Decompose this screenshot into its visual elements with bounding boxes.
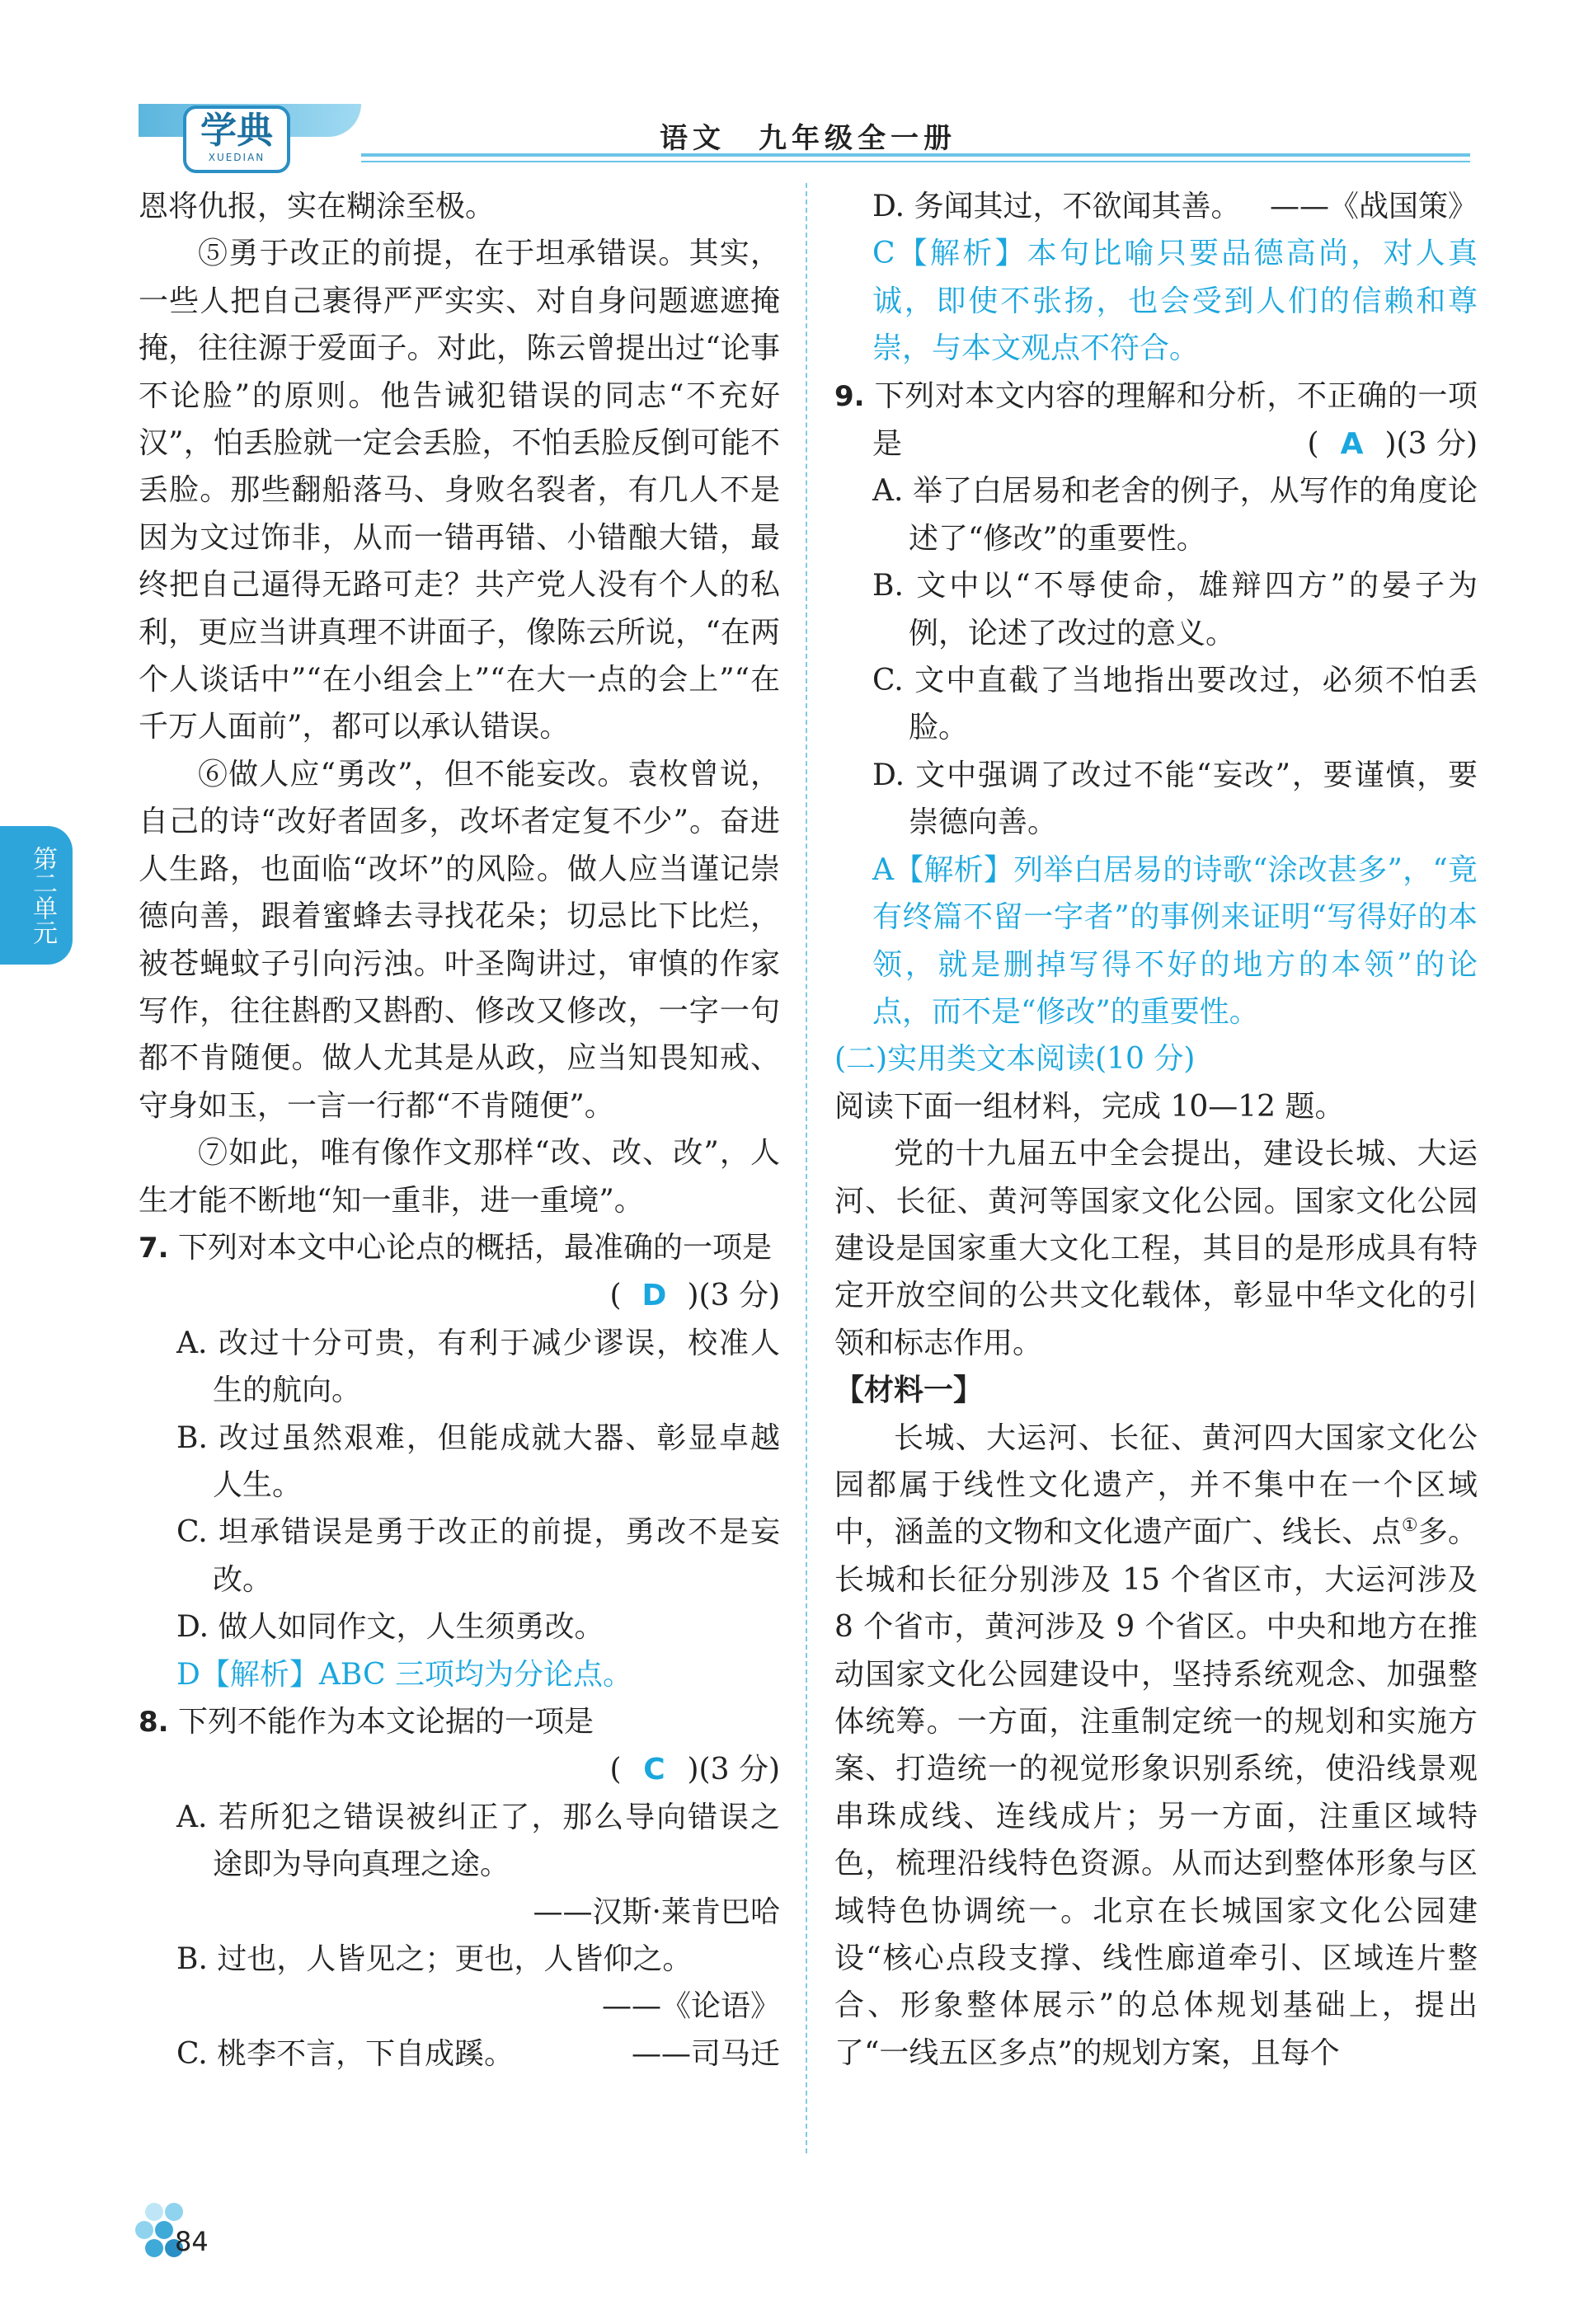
question-9-analysis-label: A【解析】 — [872, 852, 1014, 887]
question-8 — [139, 1698, 780, 1746]
question-8-option-b: B. 过也，人皆见之；更也，人皆仰之。 — [176, 1942, 693, 1977]
right-column — [834, 183, 1478, 2077]
question-7-option-b: B. 改过虽然艰难，但能成就大器、彰显卓越人生。 — [176, 1420, 780, 1502]
question-9-option-c: C. 文中直截了当地指出要改过，必须不怕丢脸。 — [872, 664, 1478, 745]
hex-dot — [145, 2239, 163, 2257]
paragraph-7: ⑦如此，唯有像作文那样“改、改、改”，人生才能不断地“知一重非，进一重境”。 — [139, 1136, 780, 1218]
brand-logo — [183, 106, 290, 173]
question-7-stem: 下列对本文中心论点的概括，最准确的一项是 — [178, 1230, 773, 1265]
section-heading: (二)实用类文本阅读(10 分) — [834, 1042, 1196, 1077]
header-rule-thin — [361, 161, 1470, 162]
question-7-answer-line: ( D )(3 分) — [139, 1272, 780, 1319]
hex-dot — [145, 2203, 163, 2221]
question-8-option-a-source: ——汉斯·莱肯巴哈 — [533, 1894, 780, 1929]
material-1-paragraph — [834, 1415, 1478, 2078]
question-8-option-c-source: ——司马迁 — [631, 2036, 780, 2071]
brand-name-en: XUEDIAN — [208, 152, 266, 163]
material-1-text-b: 多。长城和长征分别涉及 15 个省区市，大运河涉及 8 个省市，黄河涉及 9 个省区。中央和地方在推动国家文化公园建设中，坚持系统观念、加强整体统筹。一方面，注重制定统一的规划和实施方案、打造统一的视觉形象识别系统，使沿线景观串珠成线、连线成片；另一方面，注重区域特色，梳理沿线特色资源。从而达到整体形象与区域特色协调统一。北京在长城国家文化公园建设“核心点段支撑、线性廊道牵引、区域连片整合、形象整体展示”的总体规划基础上，提出了“一线五区多点”的规划方案，且每个 — [834, 1515, 1478, 2070]
question-9-analysis — [834, 847, 1478, 1036]
question-8-stem: 下列不能作为本文论据的一项是 — [178, 1705, 594, 1739]
intro-paragraph: 党的十九届五中全会提出，建设长城、大运河、长征、黄河等国家文化公园。国家文化公园建设是国家重大文化工程，其目的是形成具有特定开放空间的公共文化载体，彰显中华文化的引领和标志作用。 — [834, 1137, 1478, 1360]
hex-dot — [135, 2221, 153, 2239]
column-divider — [806, 183, 807, 2153]
question-9-option-a: A. 举了白居易和老舍的例子，从写作的角度论述了“修改”的重要性。 — [872, 474, 1478, 556]
question-8-number: 8. — [139, 1706, 169, 1739]
question-7-answer: D — [641, 1279, 667, 1313]
question-8-option-c-line — [139, 2031, 780, 2078]
question-9-option-b: B. 文中以“不辱使命，雄辩四方”的晏子为例，论述了改过的意义。 — [872, 569, 1478, 650]
page-number: 84 — [175, 2226, 209, 2257]
question-8-option-a: A. 若所犯之错误被纠正了，那么导向错误之途即为导向真理之途。 — [176, 1800, 780, 1882]
page-header — [0, 0, 1579, 173]
unit-side-tab: 第二单元 — [0, 826, 73, 965]
question-8-analysis-label: C【解析】 — [872, 237, 1027, 271]
question-7-analysis-label: D【解析】 — [176, 1657, 319, 1692]
question-8-option-d-line — [834, 183, 1478, 230]
question-8-score: (3 分) — [698, 1753, 780, 1787]
left-column — [139, 183, 780, 2078]
brand-name-cn: 学典 — [200, 110, 273, 152]
question-9-option-d: D. 文中强调了改过不能“妄改”，要谨慎，要崇德向善。 — [872, 758, 1478, 840]
question-8-option-d: D. 务闻其过，不欲闻其善。 — [872, 190, 1241, 223]
hex-dot — [165, 2203, 183, 2221]
question-8-option-d-source: ——《战国策》 — [1269, 190, 1478, 223]
running-title: 语文 九年级全一册 — [660, 122, 956, 155]
hex-dot — [155, 2221, 173, 2239]
footnote-mark: ① — [1401, 1515, 1418, 1537]
question-7-analysis-text: ABC 三项均为分论点。 — [318, 1657, 632, 1692]
question-9-stem: 下列对本文内容的理解和分析，不正确的一项是 — [872, 378, 1478, 462]
question-7-number: 7. — [139, 1231, 169, 1265]
paragraph-6: ⑥做人应“勇改”，但不能妄改。袁枚曾说，自己的诗“改好者固多，改坏者定复不少”。奋进人生路，也面临“改坏”的风险。做人应当谨记崇德向善，跟着蜜蜂去寻找花朵；切忌比下比烂，被苍蝇蚊子引向污浊。叶圣陶讲过，审慎的作家写作，往往斟酌又斟酌、修改又修改，一字一句都不肯随便。做人尤其是从政，应当知畏知戒、守身如玉，一言一行都“不肯随便”。 — [139, 757, 780, 1123]
material-1-label: 【材料一】 — [834, 1373, 984, 1408]
question-8-analysis-text: 本句比喻只要品德高尚，对人真诚，即使不张扬，也会受到人们的信赖和尊崇，与本文观点不符合。 — [872, 237, 1478, 366]
question-8-answer: C — [643, 1753, 665, 1787]
question-7-score: (3 分) — [698, 1279, 780, 1313]
question-8-option-c: C. 桃李不言，下自成蹊。 — [176, 2036, 515, 2071]
question-7 — [139, 1224, 780, 1272]
paragraph-5: ⑤勇于改正的前提，在于坦承错误。其实，一些人把自己裹得严严实实、对自身问题遮遮掩掩，往往源于爱面子。对此，陈云曾提出过“论事不论脸”的原则。他告诫犯错误的同志“不充好汉”，怕丢脸就一定会丢脸，不怕丢脸反倒可能不丢脸。那些翻船落马、身败名裂者，有几人不是因为文过饰非，从而一错再错、小错酿大错，最终把自己逼得无路可走？共产党人没有个人的私利，更应当讲真理不讲面子，像陈云所说，“在两个人谈话中”“在小组会上”“在大一点的会上”“在千万人面前”，都可以承认错误。 — [139, 237, 780, 744]
question-9-answer: A — [1340, 427, 1364, 462]
question-7-option-c: C. 坦承错误是勇于改正的前提，勇改不是妄改。 — [176, 1515, 780, 1597]
question-7-option-a: A. 改过十分可贵，有利于减少谬误，校准人生的航向。 — [176, 1326, 780, 1408]
question-7-option-d: D. 做人如同作文，人生须勇改。 — [176, 1610, 604, 1645]
question-9-answer-line: ( A )(3 分) — [834, 420, 1478, 467]
question-8-answer-line: ( C )(3 分) — [139, 1746, 780, 1793]
question-9-analysis-text: 列举白居易的诗歌“涂改甚多”，“竟有终篇不留一字者”的事例来证明“写得好的本领，就是删掉写得不好的地方的本领”的论点，而不是“修改”的重要性。 — [872, 852, 1478, 1029]
material-1-text-a: 长城、大运河、长征、黄河四大国家文化公园都属于线性文化遗产，并不集中在一个区域中，涵盖的文物和文化遗产面广、线长、点 — [834, 1420, 1478, 1550]
question-8-option-b-source: ——《论语》 — [601, 1989, 780, 2024]
paragraph-continued: 恩将仇报，实在糊涂至极。 — [139, 190, 496, 223]
question-9-score: (3 分) — [1396, 427, 1478, 462]
question-9-number: 9. — [834, 379, 865, 413]
reading-instruction: 阅读下面一组材料，完成 10—12 题。 — [834, 1089, 1345, 1124]
question-7-analysis — [139, 1651, 780, 1698]
question-8-analysis — [834, 230, 1478, 372]
